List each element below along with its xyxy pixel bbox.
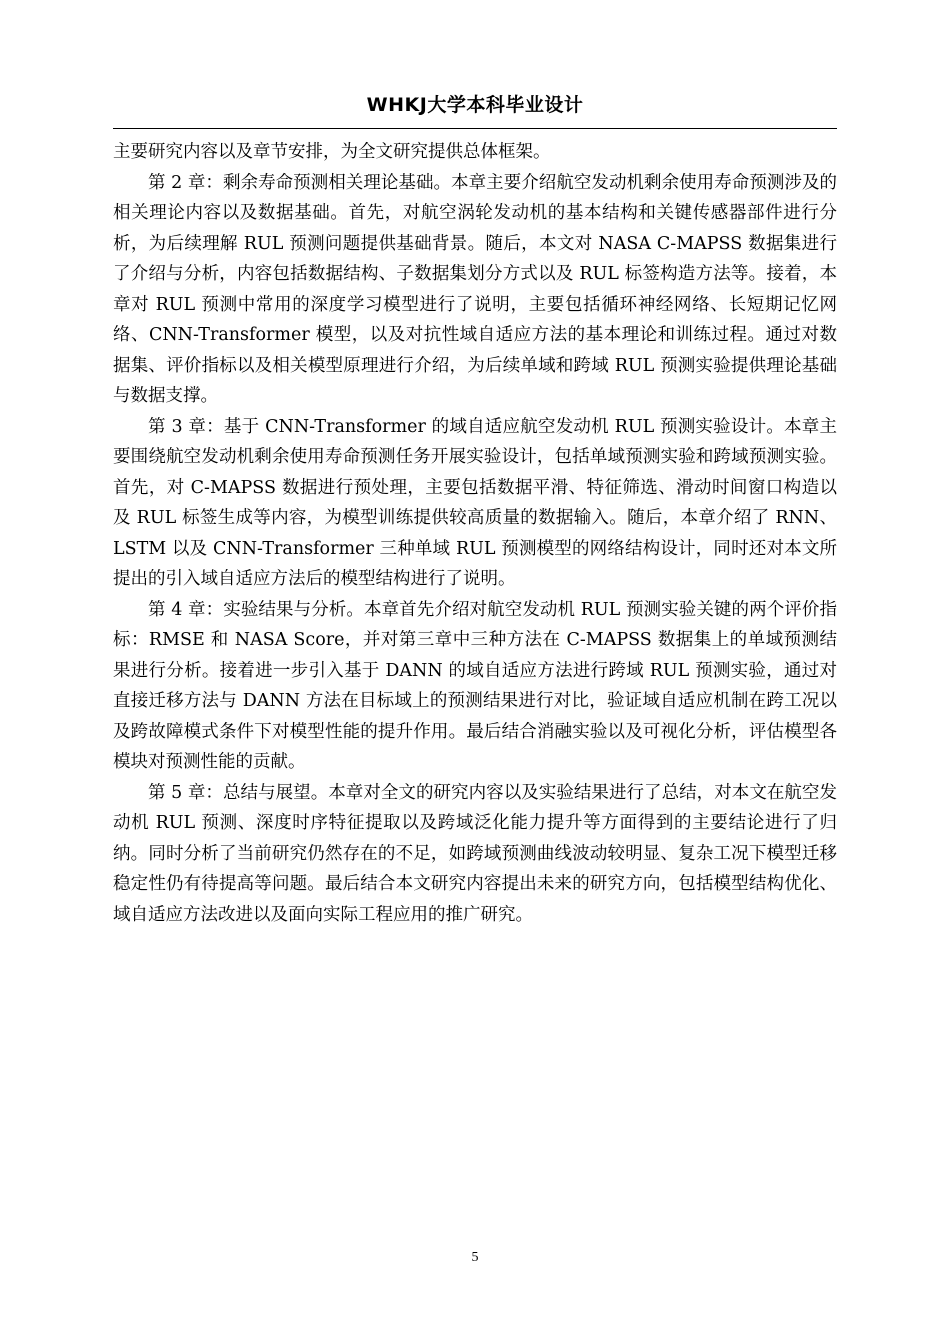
header-divider	[113, 128, 837, 129]
running-header-title: WHKJ大学本科毕业设计	[366, 94, 584, 116]
paragraph-chapter-3: 第 3 章：基于 CNN-Transformer 的域自适应航空发动机 RUL 预测实验设计。本章主要围绕航空发动机剩余使用寿命预测任务开展实验设计，包括单域预测实验和跨域预测实验。首先，对 C-MAPSS 数据进行预处理，主要包括数据平滑、特征筛选、滑动时间窗口构造以及 RUL 标签生成等内容，为模型训练提供较高质量的数据输入。随后，本章介绍了 RNN、LSTM 以及 CNN-Transformer 三种单域 RUL 预测模型的网络结构设计，同时还对本文所提出的引入域自适应方法后的模型结构进行了说明。	[113, 416, 837, 589]
body-text	[113, 137, 837, 930]
paragraph-chapter-5: 第 5 章：总结与展望。本章对全文的研究内容以及实验结果进行了总结，对本文在航空发动机 RUL 预测、深度时序特征提取以及跨域泛化能力提升等方面得到的主要结论进行了归纳。同时分析了当前研究仍然存在的不足，如跨域预测曲线波动较明显、复杂工况下模型迁移稳定性仍有待提高等问题。最后结合本文研究内容提出未来的研究方向，包括模型结构优化、域自适应方法改进以及面向实际工程应用的推广研究。	[113, 782, 837, 925]
paragraph-continuation: 主要研究内容以及章节安排，为全文研究提供总体框架。	[113, 142, 551, 162]
page-number: 5	[471, 1250, 479, 1265]
paragraph-chapter-2: 第 2 章：剩余寿命预测相关理论基础。本章主要介绍航空发动机剩余使用寿命预测涉及的相关理论内容以及数据基础。首先，对航空涡轮发动机的基本结构和关键传感器部件进行分析，为后续理解 RUL 预测问题提供基础背景。随后，本文对 NASA C-MAPSS 数据集进行了介绍与分析，内容包括数据结构、子数据集划分方式以及 RUL 标签构造方法等。接着，本章对 RUL 预测中常用的深度学习模型进行了说明，主要包括循环神经网络、长短期记忆网络、CNN-Transformer 模型，以及对抗性域自适应方法的基本理论和训练过程。通过对数据集、评价指标以及相关模型原理进行介绍，为后续单域和跨域 RUL 预测实验提供理论基础与数据支撑。	[113, 172, 837, 406]
paragraph-chapter-4: 第 4 章：实验结果与分析。本章首先介绍对航空发动机 RUL 预测实验关键的两个评价指标：RMSE 和 NASA Score，并对第三章中三种方法在 C-MAPSS 数据集上的单域预测结果进行分析。接着进一步引入基于 DANN 的域自适应方法进行跨域 RUL 预测实验，通过对直接迁移方法与 DANN 方法在目标域上的预测结果进行对比，验证域自适应机制在跨工况以及跨故障模式条件下对模型性能的提升作用。最后结合消融实验以及可视化分析，评估模型各模块对预测性能的贡献。	[113, 599, 837, 772]
